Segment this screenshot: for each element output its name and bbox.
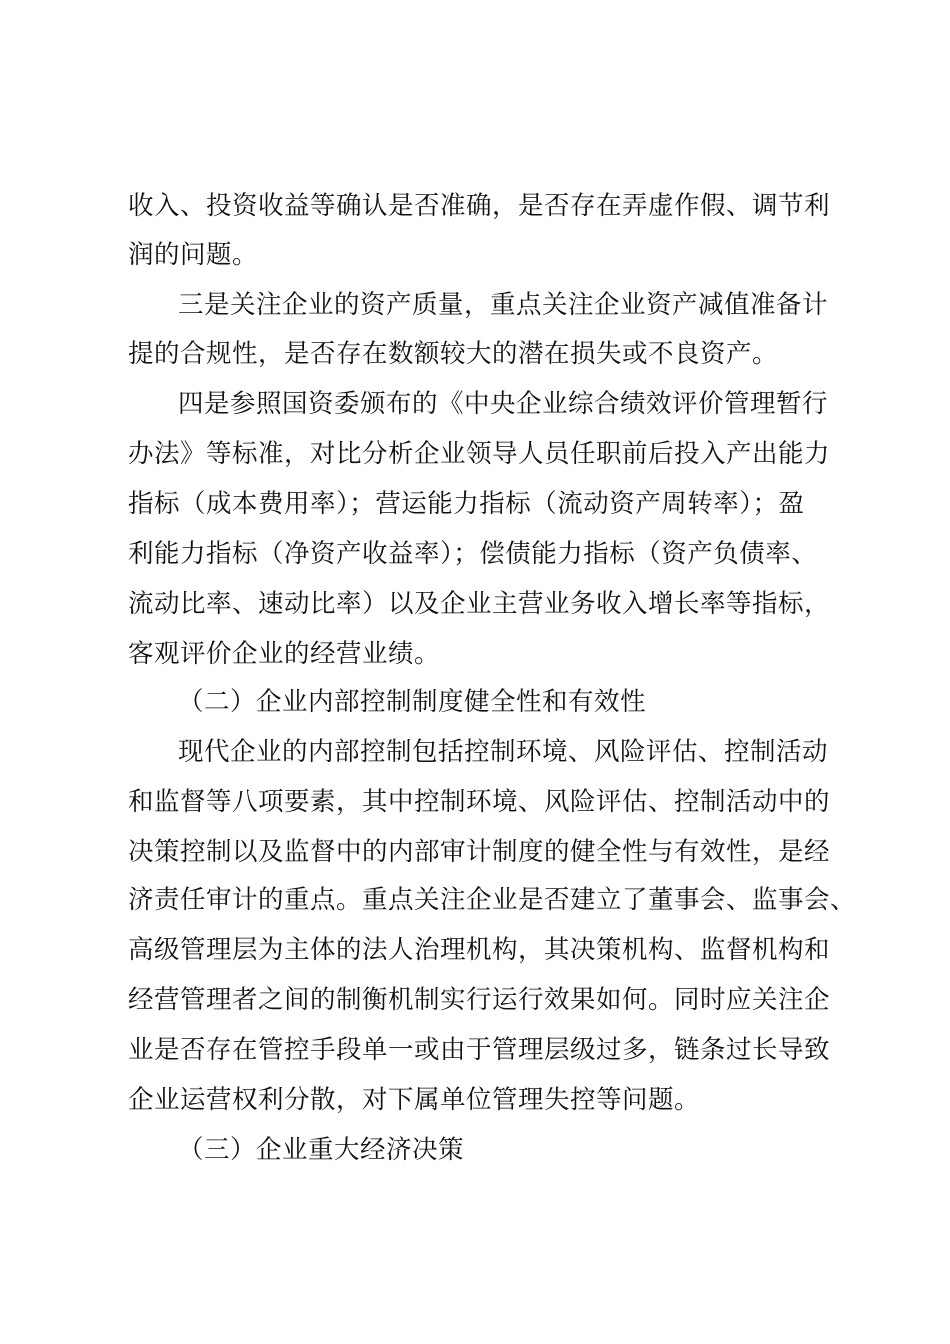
text-line: 提的合规性，是否存在数额较大的潜在损失或不良资产。 (128, 339, 779, 369)
text-line: 济责任审计的重点。重点关注企业是否建立了董事会、监事会、 (128, 885, 857, 915)
text-line: 流动比率、速动比率）以及企业主营业务收入增长率等指标， (128, 589, 831, 619)
text-line: 和监督等八项要素，其中控制环境、风险评估、控制活动中的 (128, 787, 831, 817)
section-heading: （三）企业重大经济决策 (178, 1135, 465, 1165)
text-line: 企业运营权利分散，对下属单位管理失控等问题。 (128, 1085, 701, 1115)
text-line: 润的问题。 (128, 240, 259, 270)
section-heading: （二）企业内部控制制度健全性和有效性 (178, 687, 647, 717)
text-line: 办法》等标准，对比分析企业领导人员任职前后投入产出能力 (128, 439, 831, 469)
paragraph-line: 四是参照国资委颁布的《中央企业综合绩效评价管理暂行 (178, 389, 829, 419)
text-line: 指标（成本费用率）；营运能力指标（流动资产周转率）；盈 (128, 489, 805, 519)
paragraph-line: 三是关注企业的资产质量，重点关注企业资产减值准备计 (178, 290, 829, 320)
text-line: 利能力指标（净资产收益率）；偿债能力指标（资产负债率、 (128, 539, 818, 569)
text-line: 经营管理者之间的制衡机制实行运行效果如何。同时应关注企 (128, 985, 831, 1015)
text-line: 客观评价企业的经营业绩。 (128, 639, 441, 669)
paragraph-line: 现代企业的内部控制包括控制环境、风险评估、控制活动 (178, 737, 829, 767)
text-line: 收入、投资收益等确认是否准确，是否存在弄虚作假、调节利 (128, 191, 831, 221)
text-line: 业是否存在管控手段单一或由于管理层级过多，链条过长导致 (128, 1035, 831, 1065)
text-line: 决策控制以及监督中的内部审计制度的健全性与有效性，是经 (128, 837, 831, 867)
text-line: 高级管理层为主体的法人治理机构，其决策机构、监督机构和 (128, 935, 831, 965)
